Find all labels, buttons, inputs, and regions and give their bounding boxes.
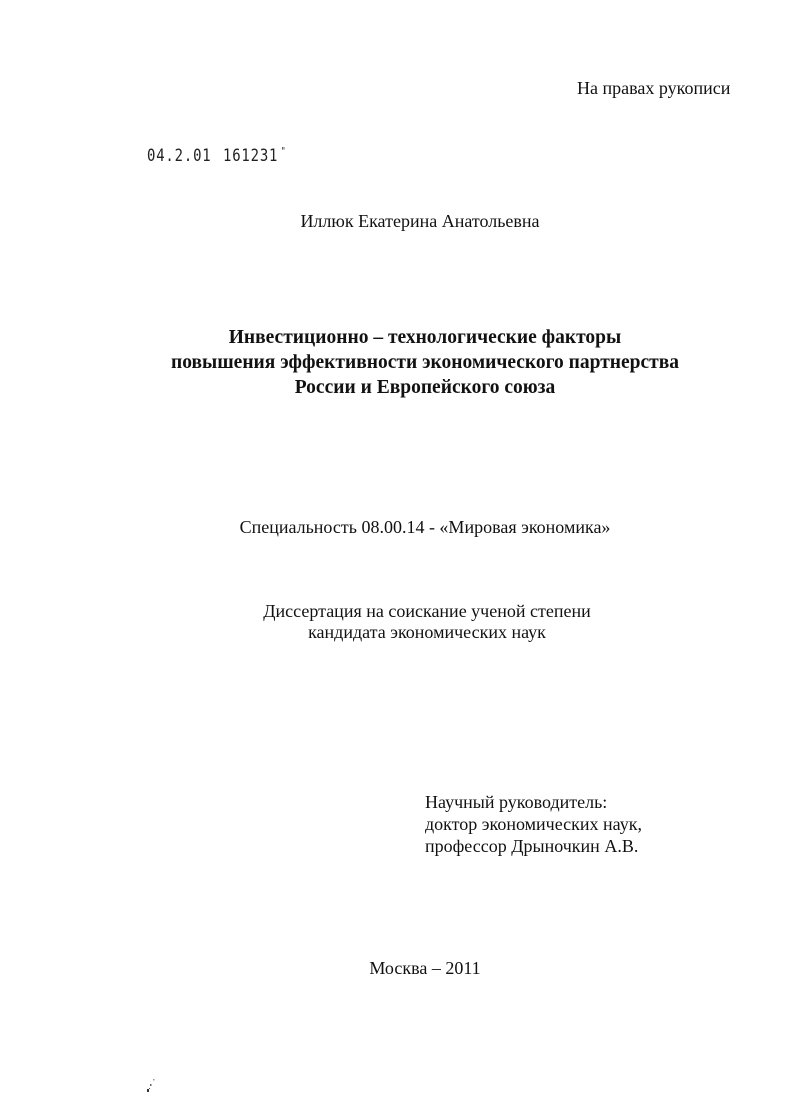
scientific-advisor: [425, 791, 642, 857]
library-stamp: [147, 146, 286, 166]
scan-specks-icon: [144, 1078, 164, 1094]
author-name: Иллюк Екатерина Анатольевна: [300, 211, 540, 231]
city-year: Москва – 2011: [369, 958, 481, 978]
degree-line-1: Диссертация на соискание ученой степени: [263, 601, 591, 621]
advisor-line-1: Научный руководитель:: [425, 792, 608, 812]
title-line-2: повышения эффективности экономического партнерства: [170, 352, 680, 373]
stamp-date: 04.2.01: [147, 146, 212, 166]
copyright-note: На правах рукописи: [577, 78, 731, 98]
specialty: Специальность 08.00.14 - «Мировая экономика»: [239, 517, 611, 537]
stamp-number: 161231: [222, 146, 279, 166]
stamp-mark: ": [280, 146, 287, 157]
advisor-line-2: доктор экономических наук,: [425, 814, 642, 834]
degree-line-2: кандидата экономических наук: [308, 622, 546, 642]
advisor-line-3: профессор Дрыночкин А.В.: [425, 836, 639, 856]
title-line-3: России и Европейского союза: [294, 377, 556, 398]
dissertation-title: [0, 325, 797, 400]
degree-statement: [0, 601, 797, 643]
title-line-1: Инвестиционно – технологические факторы: [228, 327, 622, 348]
